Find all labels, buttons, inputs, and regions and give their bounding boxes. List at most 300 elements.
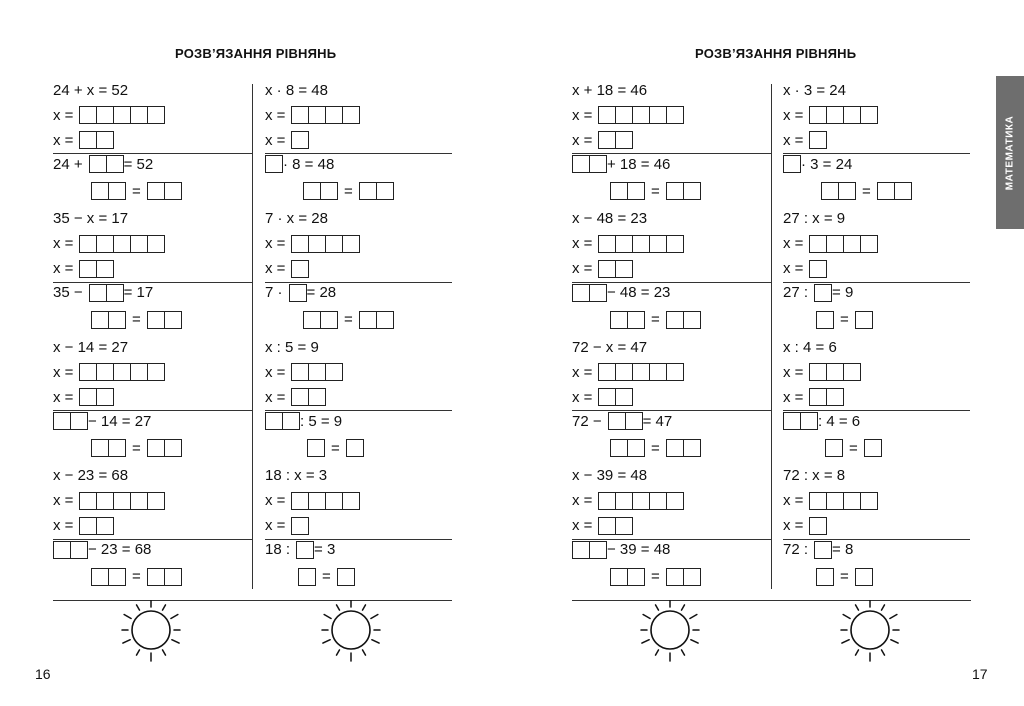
answer-box[interactable] [610,182,628,200]
answer-box[interactable] [291,131,309,149]
answer-boxes[interactable] [291,235,360,253]
answer-box[interactable] [96,492,114,510]
answer-boxes[interactable] [147,311,182,329]
answer-box[interactable] [809,131,827,149]
answer-boxes[interactable] [147,182,182,200]
answer-box[interactable] [615,106,633,124]
answer-boxes[interactable] [91,568,126,586]
answer-box[interactable] [632,492,650,510]
answer-box[interactable] [265,155,283,173]
answer-box[interactable] [291,388,309,406]
answer-box[interactable] [627,439,645,457]
answer-boxes[interactable] [53,412,88,430]
answer-box[interactable] [308,388,326,406]
answer-box[interactable] [342,492,360,510]
answer-boxes[interactable] [825,439,843,457]
equation [265,466,327,486]
answer-box[interactable] [106,155,124,173]
answer-box[interactable] [164,439,182,457]
answer-box[interactable] [113,106,131,124]
x-label: x = [53,363,74,381]
equation [265,80,328,100]
answer-box[interactable] [666,235,684,253]
answer-box[interactable] [147,106,165,124]
answer-box[interactable] [96,363,114,381]
answer-box[interactable] [70,412,88,430]
answer-boxes[interactable] [291,260,309,278]
answer-box[interactable] [615,260,633,278]
equation [783,466,845,486]
answer-box[interactable] [860,235,878,253]
answer-box[interactable] [147,182,165,200]
answer-row [783,130,827,150]
answer-box[interactable] [113,492,131,510]
answer-boxes[interactable] [608,412,643,430]
answer-boxes[interactable] [814,284,832,302]
check-result [91,310,182,330]
answer-box[interactable] [325,363,343,381]
answer-boxes[interactable] [877,182,912,200]
answer-box[interactable] [610,311,628,329]
answer-box[interactable] [96,131,114,149]
section-tab [996,76,1024,229]
answer-box[interactable] [308,492,326,510]
answer-box[interactable] [627,182,645,200]
answer-box[interactable] [864,439,882,457]
equation [572,337,647,357]
answer-box[interactable] [572,284,590,302]
answer-box[interactable] [342,235,360,253]
answer-boxes[interactable] [291,131,309,149]
answer-boxes[interactable] [783,412,818,430]
answer-box[interactable] [649,492,667,510]
answer-box[interactable] [843,492,861,510]
answer-box[interactable] [147,363,165,381]
answer-box[interactable] [877,182,895,200]
answer-box[interactable] [615,492,633,510]
answer-box[interactable] [346,439,364,457]
answer-boxes[interactable] [337,568,355,586]
answer-box[interactable] [53,412,71,430]
answer-boxes[interactable] [809,363,861,381]
check-result [298,567,355,587]
answer-boxes[interactable] [809,492,878,510]
answer-box[interactable] [108,182,126,200]
x-label: x = [572,106,593,124]
answer-box[interactable] [79,363,97,381]
answer-boxes[interactable] [91,311,126,329]
check-equation [572,540,670,560]
answer-box[interactable] [843,363,861,381]
answer-box[interactable] [683,182,701,200]
answer-boxes[interactable] [303,311,338,329]
answer-box[interactable] [79,388,97,406]
x-label: x = [53,388,74,406]
answer-box[interactable] [308,363,326,381]
answer-box[interactable] [598,260,616,278]
answer-box[interactable] [79,260,97,278]
answer-box[interactable] [615,363,633,381]
answer-boxes[interactable] [79,106,165,124]
answer-boxes[interactable] [610,182,645,200]
answer-box[interactable] [70,541,88,559]
answer-box[interactable] [610,568,628,586]
answer-box[interactable] [303,182,321,200]
x-label: x = [783,388,804,406]
answer-box[interactable] [296,541,314,559]
equals-sign: = [651,439,660,457]
answer-box[interactable] [860,106,878,124]
answer-box[interactable] [308,106,326,124]
answer-box[interactable] [89,155,107,173]
answer-box[interactable] [320,182,338,200]
answer-box[interactable] [627,311,645,329]
answer-box[interactable] [627,568,645,586]
answer-box[interactable] [610,439,628,457]
check-suffix: − 23 = 68 [88,541,152,558]
sun-icon [634,600,706,669]
answer-box[interactable] [855,568,873,586]
answer-box[interactable] [826,235,844,253]
answer-box[interactable] [53,541,71,559]
answer-boxes[interactable] [816,311,834,329]
answer-boxes[interactable] [79,388,114,406]
answer-box[interactable] [809,492,827,510]
answer-box[interactable] [809,106,827,124]
answer-box[interactable] [130,106,148,124]
answer-boxes[interactable] [666,439,701,457]
answer-boxes[interactable] [89,155,124,173]
answer-box[interactable] [649,106,667,124]
answer-box[interactable] [843,235,861,253]
answer-boxes[interactable] [809,517,827,535]
answer-box[interactable] [589,541,607,559]
answer-box[interactable] [666,311,684,329]
answer-box[interactable] [683,311,701,329]
page-number: 16 [35,666,51,682]
answer-box[interactable] [79,492,97,510]
answer-boxes[interactable] [809,106,878,124]
equals-sign: = [849,439,858,457]
answer-box[interactable] [783,412,801,430]
answer-box[interactable] [821,182,839,200]
check-prefix: 7 · [265,284,283,301]
answer-box[interactable] [147,439,165,457]
answer-box[interactable] [666,182,684,200]
answer-box[interactable] [783,155,801,173]
right-page [512,0,1024,706]
answer-box[interactable] [809,363,827,381]
answer-box[interactable] [91,311,109,329]
answer-boxes[interactable] [821,182,856,200]
answer-boxes[interactable] [91,182,126,200]
answer-box[interactable] [291,363,309,381]
answer-box[interactable] [320,311,338,329]
answer-box[interactable] [359,311,377,329]
answer-boxes[interactable] [296,541,314,559]
answer-box[interactable] [666,106,684,124]
answer-box[interactable] [625,412,643,430]
answer-box[interactable] [683,568,701,586]
check-result [307,438,364,458]
answer-box[interactable] [342,106,360,124]
answer-boxes[interactable] [816,568,834,586]
check-suffix: − 14 = 27 [88,412,152,430]
answer-boxes[interactable] [79,517,114,535]
answer-boxes[interactable] [291,106,360,124]
answer-box[interactable] [826,388,844,406]
check-result [610,438,701,458]
answer-box[interactable] [91,182,109,200]
answer-boxes[interactable] [79,131,114,149]
answer-box[interactable] [615,131,633,149]
equation [572,209,647,229]
answer-boxes[interactable] [291,363,343,381]
answer-boxes[interactable] [89,284,124,302]
answer-boxes[interactable] [809,235,878,253]
answer-box[interactable] [615,235,633,253]
answer-box[interactable] [855,311,873,329]
answer-box[interactable] [589,155,607,173]
answer-box[interactable] [89,284,107,302]
answer-box[interactable] [826,363,844,381]
answer-row [572,259,633,279]
answer-boxes[interactable] [291,492,360,510]
answer-boxes[interactable] [265,155,283,173]
answer-box[interactable] [632,363,650,381]
equals-sign: = [132,182,141,200]
x-label: x = [572,517,593,534]
answer-boxes[interactable] [265,412,300,430]
answer-boxes[interactable] [598,235,684,253]
answer-box[interactable] [96,260,114,278]
answer-box[interactable] [265,412,283,430]
answer-box[interactable] [860,492,878,510]
answer-boxes[interactable] [291,388,326,406]
answer-boxes[interactable] [147,439,182,457]
answer-box[interactable] [164,568,182,586]
answer-box[interactable] [598,131,616,149]
answer-box[interactable] [325,492,343,510]
answer-boxes[interactable] [359,182,394,200]
answer-box[interactable] [838,182,856,200]
answer-box[interactable] [608,412,626,430]
check-prefix: 72 : [783,541,809,558]
answer-box[interactable] [809,235,827,253]
answer-box[interactable] [325,235,343,253]
check-equation [572,411,672,431]
answer-boxes[interactable] [809,260,827,278]
answer-box[interactable] [615,388,633,406]
answer-box[interactable] [666,568,684,586]
answer-box[interactable] [291,106,309,124]
answer-boxes[interactable] [855,311,873,329]
answer-box[interactable] [809,260,827,278]
answer-box[interactable] [96,235,114,253]
answer-box[interactable] [683,439,701,457]
answer-box[interactable] [814,541,832,559]
answer-box[interactable] [816,311,834,329]
answer-box[interactable] [598,492,616,510]
answer-boxes[interactable] [610,311,645,329]
answer-box[interactable] [325,106,343,124]
answer-box[interactable] [130,363,148,381]
x-label: x = [572,235,593,252]
answer-box[interactable] [108,568,126,586]
answer-boxes[interactable] [79,235,165,253]
answer-box[interactable] [289,284,307,302]
answer-boxes[interactable] [307,439,325,457]
answer-box[interactable] [572,541,590,559]
answer-box[interactable] [130,492,148,510]
answer-box[interactable] [291,235,309,253]
answer-boxes[interactable] [864,439,882,457]
answer-boxes[interactable] [666,311,701,329]
answer-box[interactable] [79,131,97,149]
answer-box[interactable] [113,235,131,253]
answer-box[interactable] [91,568,109,586]
answer-boxes[interactable] [598,106,684,124]
answer-boxes[interactable] [598,131,633,149]
answer-box[interactable] [96,388,114,406]
answer-box[interactable] [147,492,165,510]
answer-boxes[interactable] [79,260,114,278]
answer-box[interactable] [800,412,818,430]
answer-box[interactable] [649,235,667,253]
answer-box[interactable] [113,363,131,381]
answer-box[interactable] [106,284,124,302]
answer-box[interactable] [298,568,316,586]
answer-boxes[interactable] [289,284,307,302]
answer-boxes[interactable] [610,439,645,457]
answer-boxes[interactable] [572,541,607,559]
answer-box[interactable] [147,235,165,253]
answer-box[interactable] [598,363,616,381]
answer-box[interactable] [307,439,325,457]
answer-boxes[interactable] [79,363,165,381]
answer-boxes[interactable] [572,155,607,173]
x-label: x = [783,260,804,277]
answer-box[interactable] [615,517,633,535]
answer-box[interactable] [814,284,832,302]
answer-boxes[interactable] [598,492,684,510]
answer-boxes[interactable] [814,541,832,559]
answer-boxes[interactable] [53,541,88,559]
answer-boxes[interactable] [666,568,701,586]
answer-box[interactable] [96,517,114,535]
answer-boxes[interactable] [610,568,645,586]
answer-box[interactable] [147,568,165,586]
answer-box[interactable] [572,155,590,173]
answer-box[interactable] [825,439,843,457]
answer-box[interactable] [826,492,844,510]
answer-box[interactable] [308,235,326,253]
answer-box[interactable] [894,182,912,200]
answer-box[interactable] [291,492,309,510]
answer-boxes[interactable] [809,131,827,149]
answer-box[interactable] [598,235,616,253]
answer-boxes[interactable] [298,568,316,586]
answer-box[interactable] [589,284,607,302]
answer-boxes[interactable] [598,260,633,278]
answer-boxes[interactable] [291,517,309,535]
answer-boxes[interactable] [666,182,701,200]
answer-box[interactable] [79,517,97,535]
answer-boxes[interactable] [147,568,182,586]
answer-box[interactable] [598,388,616,406]
check-prefix: 18 : [265,541,291,558]
solution-step [53,362,165,382]
answer-boxes[interactable] [303,182,338,200]
answer-box[interactable] [164,311,182,329]
answer-box[interactable] [666,363,684,381]
answer-box[interactable] [164,182,182,200]
answer-boxes[interactable] [783,155,801,173]
answer-boxes[interactable] [809,388,844,406]
answer-box[interactable] [96,106,114,124]
answer-boxes[interactable] [79,492,165,510]
answer-box[interactable] [108,439,126,457]
answer-box[interactable] [826,106,844,124]
check-suffix: = 17 [123,284,154,301]
check-equation [572,283,670,303]
answer-boxes[interactable] [598,517,633,535]
answer-box[interactable] [79,235,97,253]
answer-box[interactable] [632,235,650,253]
answer-box[interactable] [666,492,684,510]
answer-row [783,387,844,407]
answer-box[interactable] [303,311,321,329]
equation-text: 35 − x = 17 [53,210,129,227]
answer-box[interactable] [359,182,377,200]
answer-box[interactable] [376,311,394,329]
answer-box[interactable] [809,388,827,406]
answer-boxes[interactable] [855,568,873,586]
check-suffix: · 3 = 24 [801,155,853,173]
answer-boxes[interactable] [346,439,364,457]
answer-box[interactable] [79,106,97,124]
answer-box[interactable] [291,260,309,278]
answer-box[interactable] [598,517,616,535]
answer-box[interactable] [809,517,827,535]
answer-box[interactable] [843,106,861,124]
answer-box[interactable] [649,363,667,381]
answer-boxes[interactable] [572,284,607,302]
answer-box[interactable] [816,568,834,586]
answer-box[interactable] [632,106,650,124]
answer-box[interactable] [108,311,126,329]
answer-boxes[interactable] [598,363,684,381]
answer-boxes[interactable] [598,388,633,406]
answer-box[interactable] [598,106,616,124]
equals-sign: = [651,568,660,585]
answer-box[interactable] [666,439,684,457]
answer-boxes[interactable] [359,311,394,329]
x-label: x = [53,131,74,149]
equals-sign: = [132,311,141,328]
x-label: x = [265,106,286,124]
answer-box[interactable] [337,568,355,586]
answer-boxes[interactable] [91,439,126,457]
answer-box[interactable] [91,439,109,457]
answer-box[interactable] [130,235,148,253]
answer-box[interactable] [282,412,300,430]
answer-box[interactable] [291,517,309,535]
answer-box[interactable] [147,311,165,329]
check-suffix: = 47 [642,412,673,430]
x-label: x = [265,363,286,381]
answer-box[interactable] [376,182,394,200]
